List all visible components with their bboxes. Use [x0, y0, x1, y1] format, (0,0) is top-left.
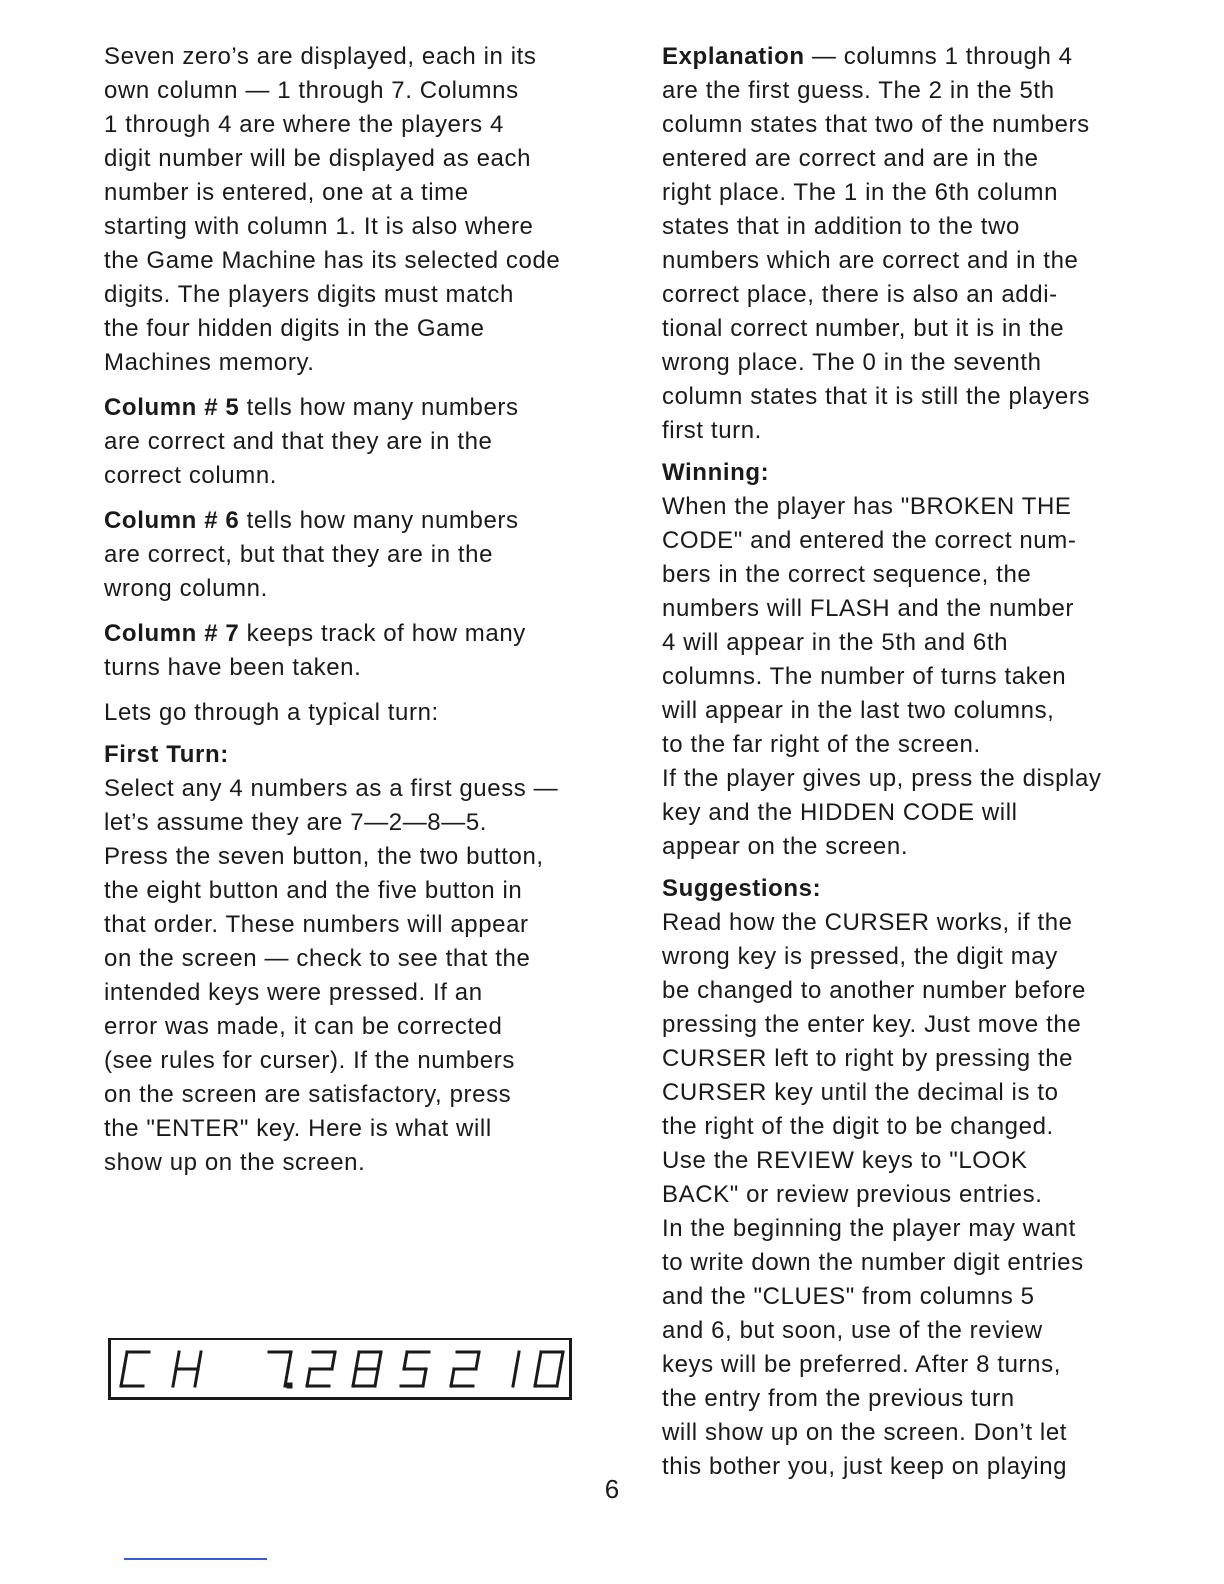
explanation-label: Explanation [662, 43, 805, 70]
suggestions-heading [662, 872, 1152, 906]
seven-segment-display [108, 1338, 572, 1400]
display-digit-7 [535, 1352, 563, 1386]
winning-text: When the player has "BROKEN THE CODE" and entered the correct num- bers in the correct sequence, the numbers will FLASH and the number 4 will appear in the 5th and 6th columns. The number of turns taken will appear in the last two columns, to the far right of the screen. If the player gives up, press the display key and the HIDDEN CODE will appear on the screen. [662, 493, 1102, 860]
right-column [662, 40, 1152, 1484]
column-6-label: Column # 6 [104, 507, 240, 534]
column-5-text: tells how many numbers are correct and that they are in the correct column. [104, 394, 519, 489]
display-digit-1 [269, 1352, 291, 1387]
column-7-text: keeps track of how many turns have been taken. [104, 620, 526, 681]
explanation-text: — columns 1 through 4 are the first guess. The 2 in the 5th column states that two of the numbers entered are correct and are in the right place. The 1 in the 6th column states that in addition to the two numbers which are correct and in the correct place, there is also an addi- tional correct number, but it is in the wrong place. The 0 in the seventh column states that it is still the players first turn. [662, 43, 1091, 444]
display-digit-4 [401, 1352, 429, 1386]
left-column [104, 40, 594, 1180]
column-6-text: tells how many numbers are correct, but that they are in the wrong column. [104, 507, 519, 602]
display-digit-2 [307, 1352, 335, 1386]
winning-heading [662, 456, 1152, 490]
first-turn-heading [104, 738, 594, 772]
seven-segment-readout [111, 1340, 569, 1398]
display-digit-3 [353, 1352, 381, 1386]
display-digit-6 [513, 1352, 519, 1386]
page-number: 6 [604, 1474, 620, 1504]
display-char-h [173, 1352, 201, 1386]
suggestions-text: Read how the CURSER works, if the wrong key is pressed, the digit may be changed to another number before pressing the enter key. Just move the CURSER left to right by pressing the CURSER key until the decimal is to the right of the digit to be changed. Use the REVIEW keys to "LOOK BACK" or review previous entries. In the beginning the player may want to write down the number digit entries and the "CLUES" from columns 5 and 6, but soon, use of the review keys will be preferred. After 8 turns, the entry from the previous turn will show up on the screen. Don’t let this bother you, just keep on playing [662, 909, 1086, 1480]
column-7-label: Column # 7 [104, 620, 240, 647]
first-turn-text: Select any 4 numbers as a first guess — let’s assume they are 7—2—8—5. Press the seven button, the two button, the eight button and the five button in that order. These numbers will appear on the screen — check to see that the intended keys were pressed. If an error was made, it can be corrected (see rules for curser). If the numbers on the screen are satisfactory, press the "ENTER" key. Here is what will show up on the screen. [104, 775, 559, 1176]
typical-turn-text: Lets go through a typical turn: [104, 699, 439, 726]
column-5-paragraph [104, 391, 594, 493]
display-char-c [121, 1352, 149, 1386]
winning-heading-label: Winning: [662, 459, 770, 486]
display-digit-5 [451, 1352, 479, 1386]
column-5-label: Column # 5 [104, 394, 240, 421]
first-turn-heading-label: First Turn: [104, 741, 229, 768]
explanation-paragraph [662, 40, 1152, 448]
column-6-paragraph [104, 504, 594, 606]
intro-paragraph: Seven zero’s are displayed, each in its own column — 1 through 7. Columns 1 through 4 are where the players 4 digit number will be displayed as each number is entered, one at a time starting with column 1. It is also where the Game Machine has its selected code digits. The players digits must match the four hidden digits in the Game Machines memory. [104, 43, 561, 376]
column-7-paragraph [104, 617, 594, 685]
footer-rule [124, 1558, 267, 1560]
suggestions-heading-label: Suggestions: [662, 875, 822, 902]
